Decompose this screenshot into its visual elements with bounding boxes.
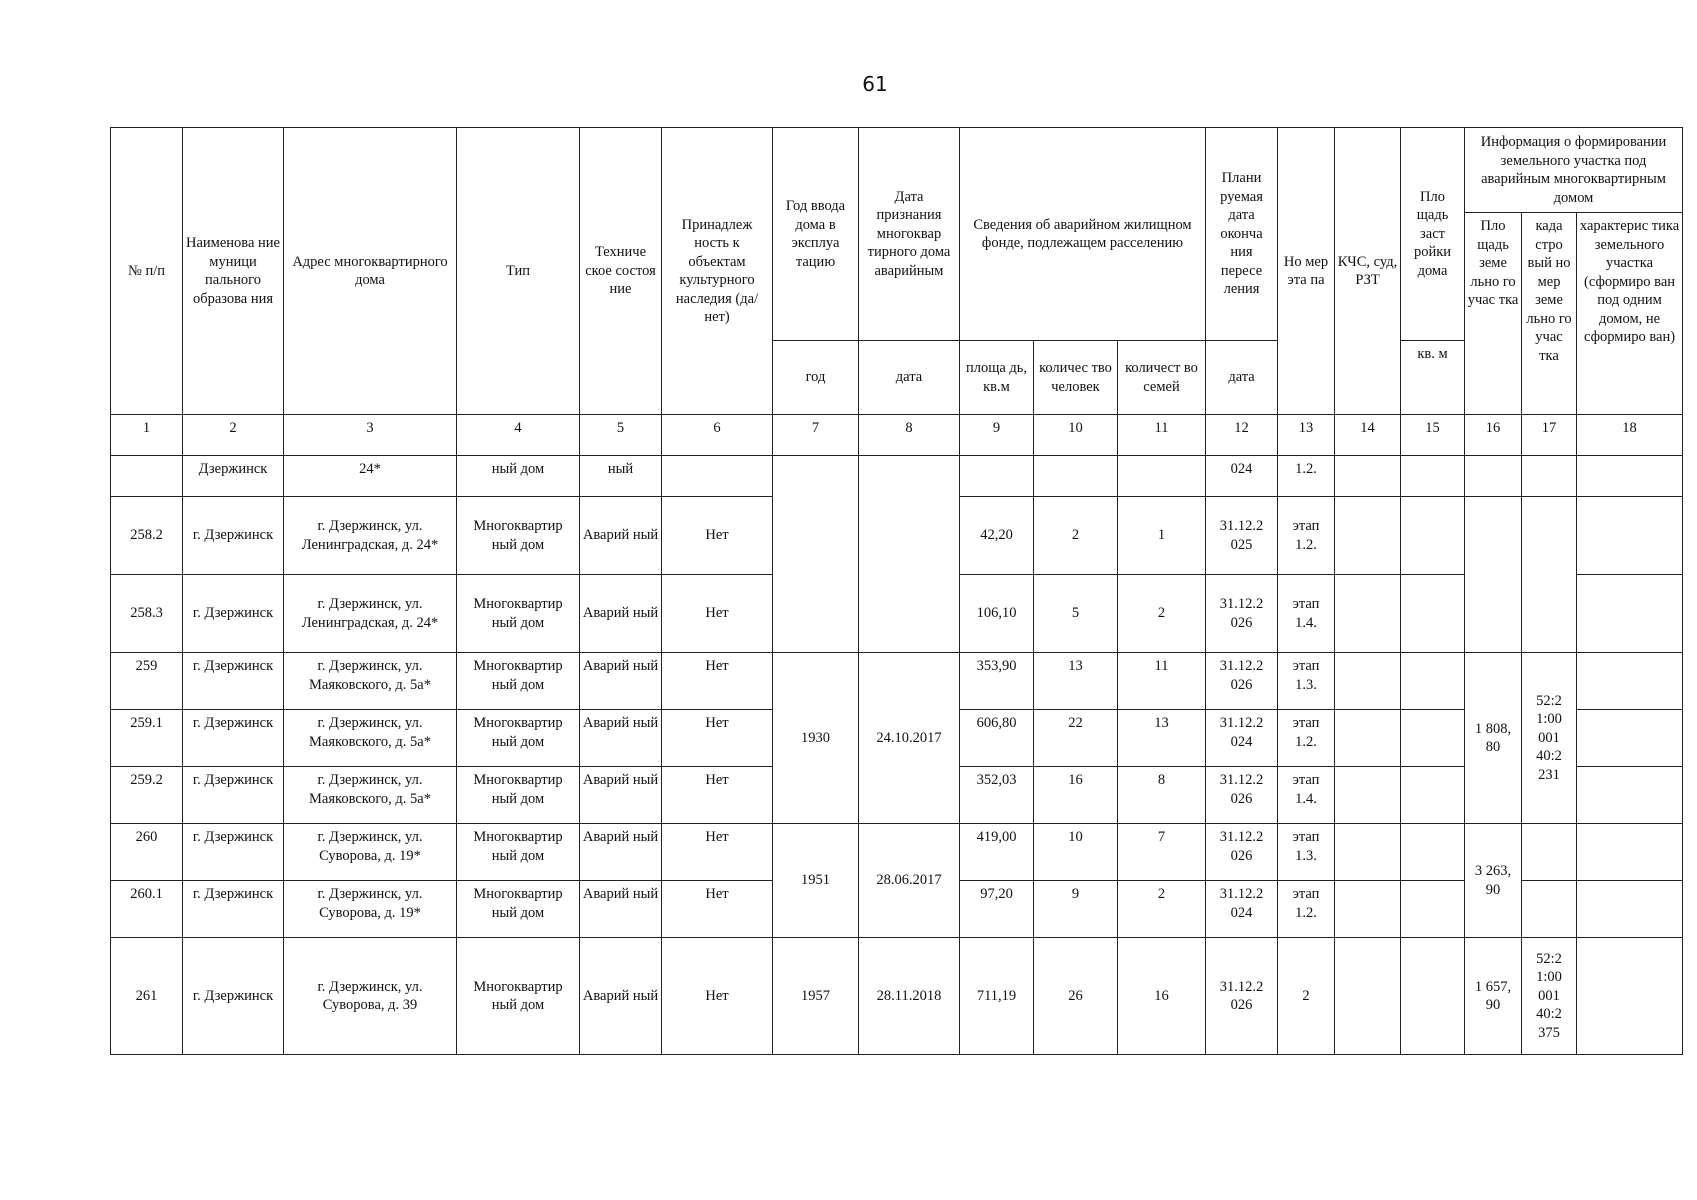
row-type: ный дом bbox=[457, 456, 580, 497]
row-heritage: Нет bbox=[662, 653, 773, 710]
row-area: 353,90 bbox=[960, 653, 1034, 710]
row-people: 26 bbox=[1034, 938, 1118, 1055]
col-number: 2 bbox=[183, 415, 284, 456]
row-municipality: г. Дзержинск bbox=[183, 575, 284, 653]
row-address: г. Дзержинск, ул. Суворова, д. 39 bbox=[284, 938, 457, 1055]
row-people: 10 bbox=[1034, 824, 1118, 881]
row-year bbox=[773, 456, 859, 653]
row-municipality: г. Дзержинск bbox=[183, 938, 284, 1055]
header-row-1 bbox=[111, 128, 1683, 213]
row-date-end: 31.12.2 026 bbox=[1206, 575, 1278, 653]
row-plot-characteristic bbox=[1577, 456, 1683, 497]
row-number: 258.3 bbox=[111, 575, 183, 653]
header-plot-characteristic: характерис тика земельного участка (сформиро ван под одним домом, не сформиро ван) bbox=[1577, 213, 1683, 415]
unit-families: количест во семей bbox=[1118, 341, 1206, 415]
row-stage: этап 1.2. bbox=[1278, 881, 1335, 938]
row-state: Аварий ный bbox=[580, 881, 662, 938]
col-number: 17 bbox=[1522, 415, 1577, 456]
row-number: 260 bbox=[111, 824, 183, 881]
row-area: 97,20 bbox=[960, 881, 1034, 938]
row-families: 16 bbox=[1118, 938, 1206, 1055]
row-municipality: г. Дзержинск bbox=[183, 497, 284, 575]
row-people: 2 bbox=[1034, 497, 1118, 575]
row-date: 28.06.2017 bbox=[859, 824, 960, 938]
row-date-end: 31.12.2 026 bbox=[1206, 824, 1278, 881]
header-heritage: Принадлеж ность к объектам культурного наследия (да/нет) bbox=[662, 128, 773, 415]
row-building-area bbox=[1401, 575, 1465, 653]
row-area bbox=[960, 456, 1034, 497]
col-number: 5 bbox=[580, 415, 662, 456]
header-planned-date: Плани руемая дата оконча ния пересе ления bbox=[1206, 128, 1278, 341]
row-stage: 1.2. bbox=[1278, 456, 1335, 497]
row-state: Аварий ный bbox=[580, 497, 662, 575]
col-number: 4 bbox=[457, 415, 580, 456]
row-date bbox=[859, 456, 960, 653]
row-cadastral: 52:2 1:00 001 40:2 231 bbox=[1522, 653, 1577, 824]
row-building-area bbox=[1401, 824, 1465, 881]
row-building-area bbox=[1401, 881, 1465, 938]
header-plot-area: Пло щадь земе льно го учас тка bbox=[1465, 213, 1522, 415]
row-kchs bbox=[1335, 653, 1401, 710]
row-plot-characteristic bbox=[1577, 497, 1683, 575]
row-state: Аварий ный bbox=[580, 575, 662, 653]
row-plot-characteristic bbox=[1577, 767, 1683, 824]
row-date-end: 31.12.2 024 bbox=[1206, 881, 1278, 938]
row-number: 259.2 bbox=[111, 767, 183, 824]
row-year: 1957 bbox=[773, 938, 859, 1055]
col-number: 13 bbox=[1278, 415, 1335, 456]
row-number: 261 bbox=[111, 938, 183, 1055]
col-number: 6 bbox=[662, 415, 773, 456]
row-address: г. Дзержинск, ул. Маяковского, д. 5а* bbox=[284, 767, 457, 824]
header-num: № п/п bbox=[111, 128, 183, 415]
row-type: Многоквартир ный дом bbox=[457, 881, 580, 938]
row-plot-characteristic bbox=[1577, 653, 1683, 710]
row-heritage: Нет bbox=[662, 881, 773, 938]
row-building-area bbox=[1401, 653, 1465, 710]
col-number: 11 bbox=[1118, 415, 1206, 456]
row-area: 419,00 bbox=[960, 824, 1034, 881]
unit-people: количес тво человек bbox=[1034, 341, 1118, 415]
row-municipality: г. Дзержинск bbox=[183, 824, 284, 881]
col-number: 15 bbox=[1401, 415, 1465, 456]
table-row bbox=[111, 456, 1683, 497]
header-fund-info: Сведения об аварийном жилищном фонде, подлежащем расселению bbox=[960, 128, 1206, 341]
row-state: Аварий ный bbox=[580, 653, 662, 710]
row-state: Аварий ный bbox=[580, 938, 662, 1055]
row-kchs bbox=[1335, 456, 1401, 497]
row-families: 7 bbox=[1118, 824, 1206, 881]
row-state: ный bbox=[580, 456, 662, 497]
row-address: г. Дзержинск, ул. Суворова, д. 19* bbox=[284, 824, 457, 881]
row-people: 22 bbox=[1034, 710, 1118, 767]
row-year: 1930 bbox=[773, 653, 859, 824]
row-number: 259.1 bbox=[111, 710, 183, 767]
row-municipality: г. Дзержинск bbox=[183, 653, 284, 710]
row-plot-characteristic bbox=[1577, 575, 1683, 653]
row-heritage: Нет bbox=[662, 938, 773, 1055]
row-kchs bbox=[1335, 881, 1401, 938]
row-families: 2 bbox=[1118, 881, 1206, 938]
row-heritage: Нет bbox=[662, 824, 773, 881]
table-row bbox=[111, 653, 1683, 710]
row-families bbox=[1118, 456, 1206, 497]
row-area: 42,20 bbox=[960, 497, 1034, 575]
row-type: Многоквартир ный дом bbox=[457, 938, 580, 1055]
row-address: г. Дзержинск, ул. Ленинградская, д. 24* bbox=[284, 497, 457, 575]
col-number: 14 bbox=[1335, 415, 1401, 456]
row-kchs bbox=[1335, 938, 1401, 1055]
row-stage: этап 1.4. bbox=[1278, 575, 1335, 653]
row-municipality: г. Дзержинск bbox=[183, 710, 284, 767]
unit-area: площа дь, кв.м bbox=[960, 341, 1034, 415]
row-type: Многоквартир ный дом bbox=[457, 824, 580, 881]
row-type: Многоквартир ный дом bbox=[457, 497, 580, 575]
col-number: 3 bbox=[284, 415, 457, 456]
header-year: Год ввода дома в эксплуа тацию bbox=[773, 128, 859, 341]
row-people: 9 bbox=[1034, 881, 1118, 938]
column-numbers-row bbox=[111, 415, 1683, 456]
row-address: г. Дзержинск, ул. Ленинградская, д. 24* bbox=[284, 575, 457, 653]
col-number: 10 bbox=[1034, 415, 1118, 456]
row-date-end: 024 bbox=[1206, 456, 1278, 497]
row-address: г. Дзержинск, ул. Суворова, д. 19* bbox=[284, 881, 457, 938]
row-building-area bbox=[1401, 938, 1465, 1055]
row-cadastral bbox=[1522, 456, 1577, 497]
row-plot-characteristic bbox=[1577, 881, 1683, 938]
row-people bbox=[1034, 456, 1118, 497]
row-kchs bbox=[1335, 575, 1401, 653]
row-families: 2 bbox=[1118, 575, 1206, 653]
header-address: Адрес многоквартирного дома bbox=[284, 128, 457, 415]
row-plot-area bbox=[1465, 497, 1522, 653]
row-municipality: Дзержинск bbox=[183, 456, 284, 497]
row-stage: этап 1.2. bbox=[1278, 710, 1335, 767]
row-plot-characteristic bbox=[1577, 710, 1683, 767]
row-date: 28.11.2018 bbox=[859, 938, 960, 1055]
row-type: Многоквартир ный дом bbox=[457, 653, 580, 710]
row-families: 8 bbox=[1118, 767, 1206, 824]
table-row bbox=[111, 938, 1683, 1055]
row-building-area bbox=[1401, 456, 1465, 497]
row-building-area bbox=[1401, 710, 1465, 767]
col-number: 8 bbox=[859, 415, 960, 456]
row-building-area bbox=[1401, 767, 1465, 824]
row-heritage: Нет bbox=[662, 767, 773, 824]
row-state: Аварий ный bbox=[580, 767, 662, 824]
unit-year: год bbox=[773, 341, 859, 415]
row-heritage bbox=[662, 456, 773, 497]
row-type: Многоквартир ный дом bbox=[457, 710, 580, 767]
row-municipality: г. Дзержинск bbox=[183, 881, 284, 938]
row-type: Многоквартир ный дом bbox=[457, 767, 580, 824]
row-cadastral bbox=[1522, 824, 1577, 881]
header-land-info: Информация о формировании земельного участка под аварийным многоквартирным домом bbox=[1465, 128, 1683, 213]
row-kchs bbox=[1335, 824, 1401, 881]
row-cadastral bbox=[1522, 881, 1577, 938]
row-date-end: 31.12.2 024 bbox=[1206, 710, 1278, 767]
unit-building-area: кв. м bbox=[1401, 341, 1465, 415]
row-plot-characteristic bbox=[1577, 938, 1683, 1055]
row-address: 24* bbox=[284, 456, 457, 497]
row-number: 258.2 bbox=[111, 497, 183, 575]
row-plot-area bbox=[1465, 456, 1522, 497]
row-date-end: 31.12.2 026 bbox=[1206, 653, 1278, 710]
row-building-area bbox=[1401, 497, 1465, 575]
row-heritage: Нет bbox=[662, 575, 773, 653]
row-plot-characteristic bbox=[1577, 824, 1683, 881]
row-families: 11 bbox=[1118, 653, 1206, 710]
row-state: Аварий ный bbox=[580, 824, 662, 881]
row-people: 5 bbox=[1034, 575, 1118, 653]
row-people: 16 bbox=[1034, 767, 1118, 824]
row-cadastral: 52:2 1:00 001 40:2 375 bbox=[1522, 938, 1577, 1055]
table-row bbox=[111, 824, 1683, 881]
header-tech-state: Техниче ское состоя ние bbox=[580, 128, 662, 415]
row-date-end: 31.12.2 026 bbox=[1206, 938, 1278, 1055]
row-number: 259 bbox=[111, 653, 183, 710]
header-cadastral: када стро вый но мер земе льно го учас тка bbox=[1522, 213, 1577, 415]
header-type: Тип bbox=[457, 128, 580, 415]
row-area: 606,80 bbox=[960, 710, 1034, 767]
row-year: 1951 bbox=[773, 824, 859, 938]
row-stage: 2 bbox=[1278, 938, 1335, 1055]
row-people: 13 bbox=[1034, 653, 1118, 710]
unit-planned-date: дата bbox=[1206, 341, 1278, 415]
col-number: 9 bbox=[960, 415, 1034, 456]
row-kchs bbox=[1335, 767, 1401, 824]
header-municipality: Наименова ние муници пального образова ния bbox=[183, 128, 284, 415]
row-area: 106,10 bbox=[960, 575, 1034, 653]
row-date: 24.10.2017 bbox=[859, 653, 960, 824]
row-number: 260.1 bbox=[111, 881, 183, 938]
row-kchs bbox=[1335, 497, 1401, 575]
row-plot-area: 3 263, 90 bbox=[1465, 824, 1522, 938]
row-number bbox=[111, 456, 183, 497]
row-municipality: г. Дзержинск bbox=[183, 767, 284, 824]
row-families: 1 bbox=[1118, 497, 1206, 575]
row-families: 13 bbox=[1118, 710, 1206, 767]
row-heritage: Нет bbox=[662, 497, 773, 575]
row-stage: этап 1.3. bbox=[1278, 653, 1335, 710]
row-stage: этап 1.2. bbox=[1278, 497, 1335, 575]
row-stage: этап 1.3. bbox=[1278, 824, 1335, 881]
header-stage: Но мер эта па bbox=[1278, 128, 1335, 415]
row-address: г. Дзержинск, ул. Маяковского, д. 5а* bbox=[284, 653, 457, 710]
row-state: Аварий ный bbox=[580, 710, 662, 767]
row-cadastral bbox=[1522, 497, 1577, 653]
row-area: 352,03 bbox=[960, 767, 1034, 824]
emergency-housing-table bbox=[110, 127, 1683, 1055]
header-date-recognition: Дата признания многоквар тирного дома аварийным bbox=[859, 128, 960, 341]
col-number: 1 bbox=[111, 415, 183, 456]
col-number: 7 bbox=[773, 415, 859, 456]
row-plot-area: 1 808, 80 bbox=[1465, 653, 1522, 824]
unit-date: дата bbox=[859, 341, 960, 415]
row-heritage: Нет bbox=[662, 710, 773, 767]
row-type: Многоквартир ный дом bbox=[457, 575, 580, 653]
row-kchs bbox=[1335, 710, 1401, 767]
col-number: 12 bbox=[1206, 415, 1278, 456]
col-number: 18 bbox=[1577, 415, 1683, 456]
header-kchs: КЧС, суд, РЗТ bbox=[1335, 128, 1401, 415]
col-number: 16 bbox=[1465, 415, 1522, 456]
row-address: г. Дзержинск, ул. Маяковского, д. 5а* bbox=[284, 710, 457, 767]
header-building-area: Пло щадь заст ройки дома bbox=[1401, 128, 1465, 341]
row-stage: этап 1.4. bbox=[1278, 767, 1335, 824]
row-area: 711,19 bbox=[960, 938, 1034, 1055]
page-number: 61 bbox=[862, 72, 888, 96]
row-date-end: 31.12.2 025 bbox=[1206, 497, 1278, 575]
row-date-end: 31.12.2 026 bbox=[1206, 767, 1278, 824]
row-plot-area: 1 657, 90 bbox=[1465, 938, 1522, 1055]
